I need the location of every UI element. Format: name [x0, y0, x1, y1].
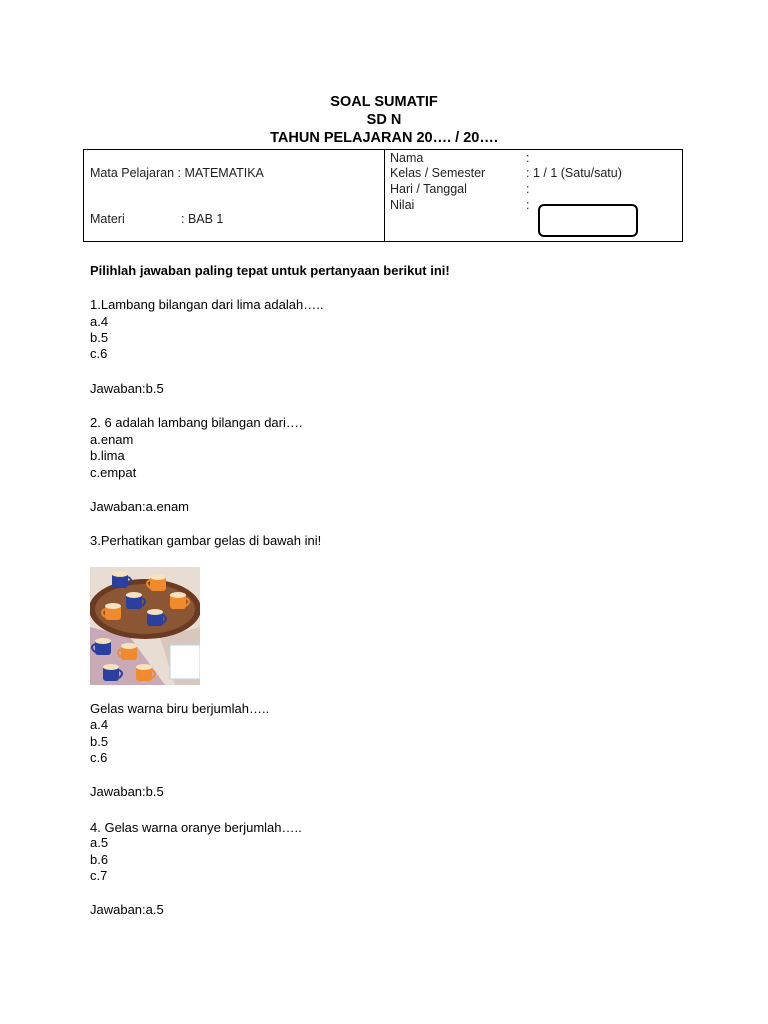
- info-divider: [384, 150, 385, 241]
- q2-option-c: c.empat: [90, 465, 137, 480]
- academic-year: TAHUN PELAJARAN 20…. / 20….: [270, 130, 498, 146]
- q4-answer: Jawaban:a.5: [90, 902, 164, 917]
- q3-option-b: b.5: [90, 734, 109, 749]
- subject-label: Mata Pelajaran : MATEMATIKA: [90, 166, 264, 180]
- q2-question: 2. 6 adalah lambang bilangan dari….: [90, 415, 303, 430]
- materi-label: Materi: [90, 212, 125, 226]
- q1-answer: Jawaban:b.5: [90, 381, 164, 396]
- q3-option-c: c.6: [90, 750, 108, 765]
- q2-option-a: a.enam: [90, 432, 134, 447]
- materi-value: : BAB 1: [181, 212, 224, 226]
- q4-question: 4. Gelas warna oranye berjumlah…..: [90, 820, 302, 835]
- q3-subquestion: Gelas warna biru berjumlah…..: [90, 701, 270, 716]
- q4-option-b: b.6: [90, 852, 109, 867]
- kelas-value: : 1 / 1 (Satu/satu): [526, 166, 622, 180]
- cups-picture: [90, 567, 200, 685]
- school-name: SD N: [366, 112, 402, 128]
- exam-title: SOAL SUMATIF: [330, 94, 438, 110]
- student-info-box: [83, 149, 683, 242]
- hari-label: Hari / Tanggal: [390, 182, 467, 196]
- kelas-label: Kelas / Semester: [390, 166, 486, 180]
- q1-option-c: c.6: [90, 346, 108, 361]
- nilai-label: Nilai: [390, 198, 415, 212]
- q1-question: 1.Lambang bilangan dari lima adalah…..: [90, 297, 324, 312]
- instruction: Pilihlah jawaban paling tepat untuk pertanyaan berikut ini!: [90, 263, 450, 278]
- q4-option-a: a.5: [90, 835, 109, 850]
- nama-value: :: [526, 151, 530, 165]
- q2-answer: Jawaban:a.enam: [90, 499, 190, 514]
- nilai-value: :: [526, 198, 530, 212]
- q4-option-c: c.7: [90, 868, 108, 883]
- q3-option-a: a.4: [90, 717, 109, 732]
- nama-label: Nama: [390, 151, 424, 165]
- q1-option-a: a.4: [90, 314, 109, 329]
- q3-question: 3.Perhatikan gambar gelas di bawah ini!: [90, 533, 322, 548]
- score-box: [538, 204, 638, 237]
- q3-answer: Jawaban:b.5: [90, 784, 164, 799]
- q1-option-b: b.5: [90, 330, 109, 345]
- q2-option-b: b.lima: [90, 448, 125, 463]
- hari-value: :: [526, 182, 530, 196]
